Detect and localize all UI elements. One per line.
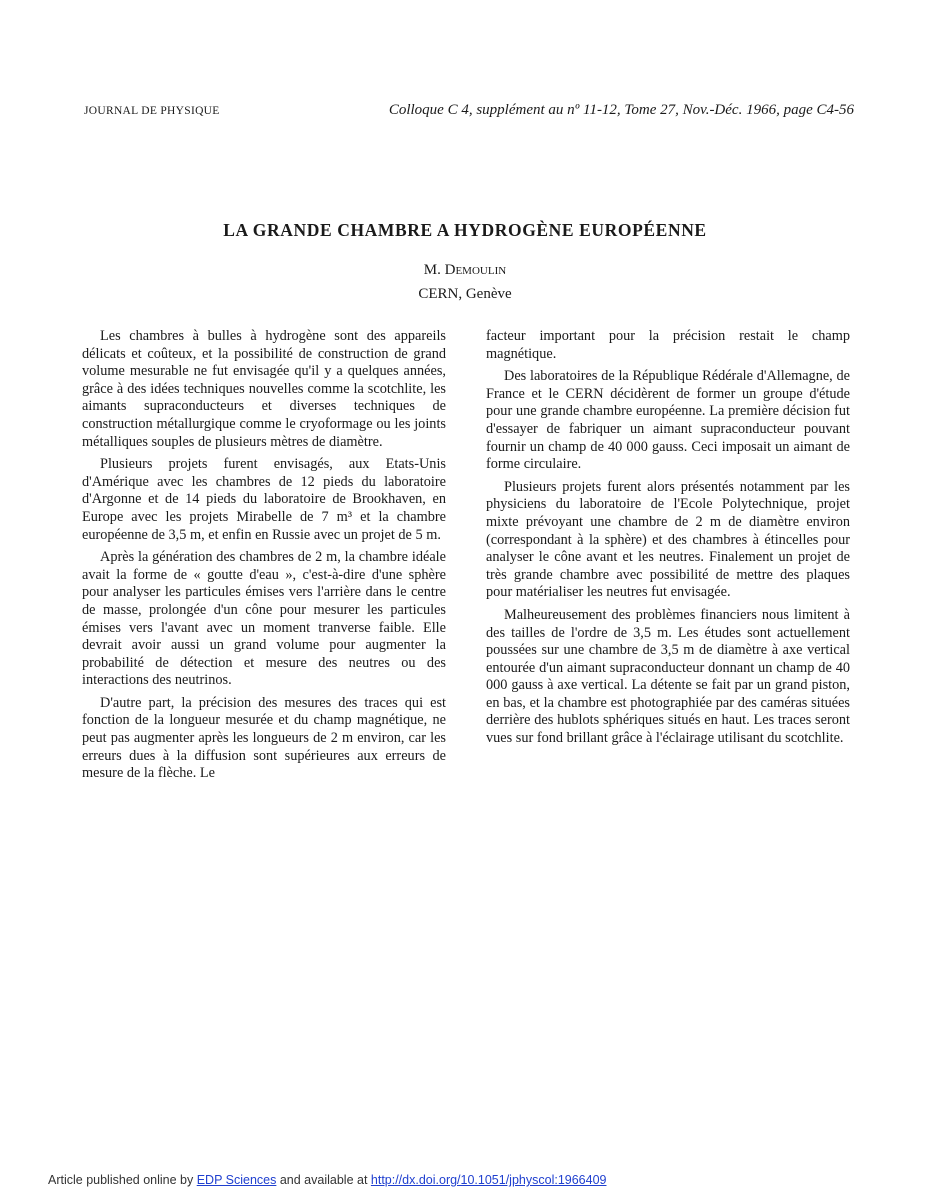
paragraph-continuation: facteur important pour la précision restait le champ magnétique.	[486, 328, 850, 362]
paragraph: D'autre part, la précision des mesures des traces qui est fonction de la longueur mesurée et du champ magnétique, ne peut pas augmenter après les longueurs de 2 m environ, car les erreurs dues à la diffusion sont supérieures aux erreurs de mesure de la flèche. Le	[82, 694, 446, 782]
paragraph: Plusieurs projets furent envisagés, aux Etats-Unis d'Amérique avec les chambres de 12 pieds du laboratoire d'Argonne et de 14 pieds du laboratoire de Brookhaven, en Europe avec les projets Mirabelle de 7 m³ et la chambre européenne de 3,5 m, et enfin en Russie avec un projet de 5 m.	[82, 456, 446, 543]
running-head	[84, 102, 854, 122]
publication-footer	[48, 1173, 606, 1187]
paragraph: Les chambres à bulles à hydrogène sont des appareils délicats et coûteux, et la possibilité de construction de grand volume mesurable ne fut envisagée qu'il y a quelques années, grâce à des idées techniques nouvelles comme la scotchlite, les aimants supraconducteurs et diverses techniques de construction métallurgique comme le cryoformage ou les joints métalliques souples de plusieurs mètres de diamètre.	[82, 328, 446, 450]
paragraph: Malheureusement des problèmes financiers nous limitent à des tailles de l'ordre de 3,5 m. Les études sont actuellement poussées sur une chambre de 3,5 m de diamètre à axe vertical entourée d'un aimant supraconducteur donnant un champ de 40 000 gauss à axe vertical. La détente se fait par un grand piston, en bas, et la chambre est photographiée par des caméras situées derrière des hublots sphériques situés en haut. Les traces seront vues sur fond brillant grâce à l'éclairage utilisant du scotchlite.	[486, 606, 850, 747]
publisher-link[interactable]: EDP Sciences	[196, 1173, 277, 1187]
colloque-citation: Colloque C 4, supplément au nº 11-12, Tome 27, Nov.-Déc. 1966, page C4-56	[388, 102, 854, 118]
paragraph: Plusieurs projets furent alors présentés notamment par les physiciens du laboratoire de l'Ecole Polytechnique, projet mixte prévoyant une chambre de 2 m de diamètre environ (correspondant à la sphère) et des chambres à étincelles pour analyser le cône avant et les neutres. Finalement un projet de très grande chambre avec possibilité de mettre des plaques pour matérialiser les neutres fut envisagée.	[486, 478, 850, 601]
body-column-left	[82, 328, 446, 788]
body-column-right	[486, 328, 850, 753]
author-name: M. Demoulin	[423, 262, 507, 278]
author-affiliation: CERN, Genève	[418, 286, 512, 302]
article-title: LA GRANDE CHAMBRE A HYDROGÈNE EUROPÉENNE	[223, 220, 707, 240]
footer-prefix: Article published online by	[48, 1173, 197, 1187]
paragraph: Des laboratoires de la République Rédérale d'Allemagne, de France et le CERN décidèrent de former un groupe d'étude pour une grande chambre européenne. La première décision fut d'essayer de fabriquer un aimant supraconducteur pouvant fournir un champ de 40 000 gauss. Ceci imposait un aimant de forme circulaire.	[486, 368, 850, 473]
footer-middle: and available at	[276, 1173, 371, 1187]
journal-name: JOURNAL DE PHYSIQUE	[84, 105, 220, 117]
doi-link[interactable]: http://dx.doi.org/10.1051/jphyscol:1966409	[370, 1173, 607, 1187]
paragraph: Après la génération des chambres de 2 m, la chambre idéale avait la forme de « goutte d'eau », c'est-à-dire d'une sphère pour analyser les particules émises vers l'arrière dans le centre de masse, prolongée d'un cône pour mesurer les particules émises vers l'avant avec un moment tranverse faible. Elle devrait avoir aussi un grand volume pour augmenter la probabilité de détection et mesure des neutres ou des interactions des neutrinos.	[82, 549, 446, 689]
